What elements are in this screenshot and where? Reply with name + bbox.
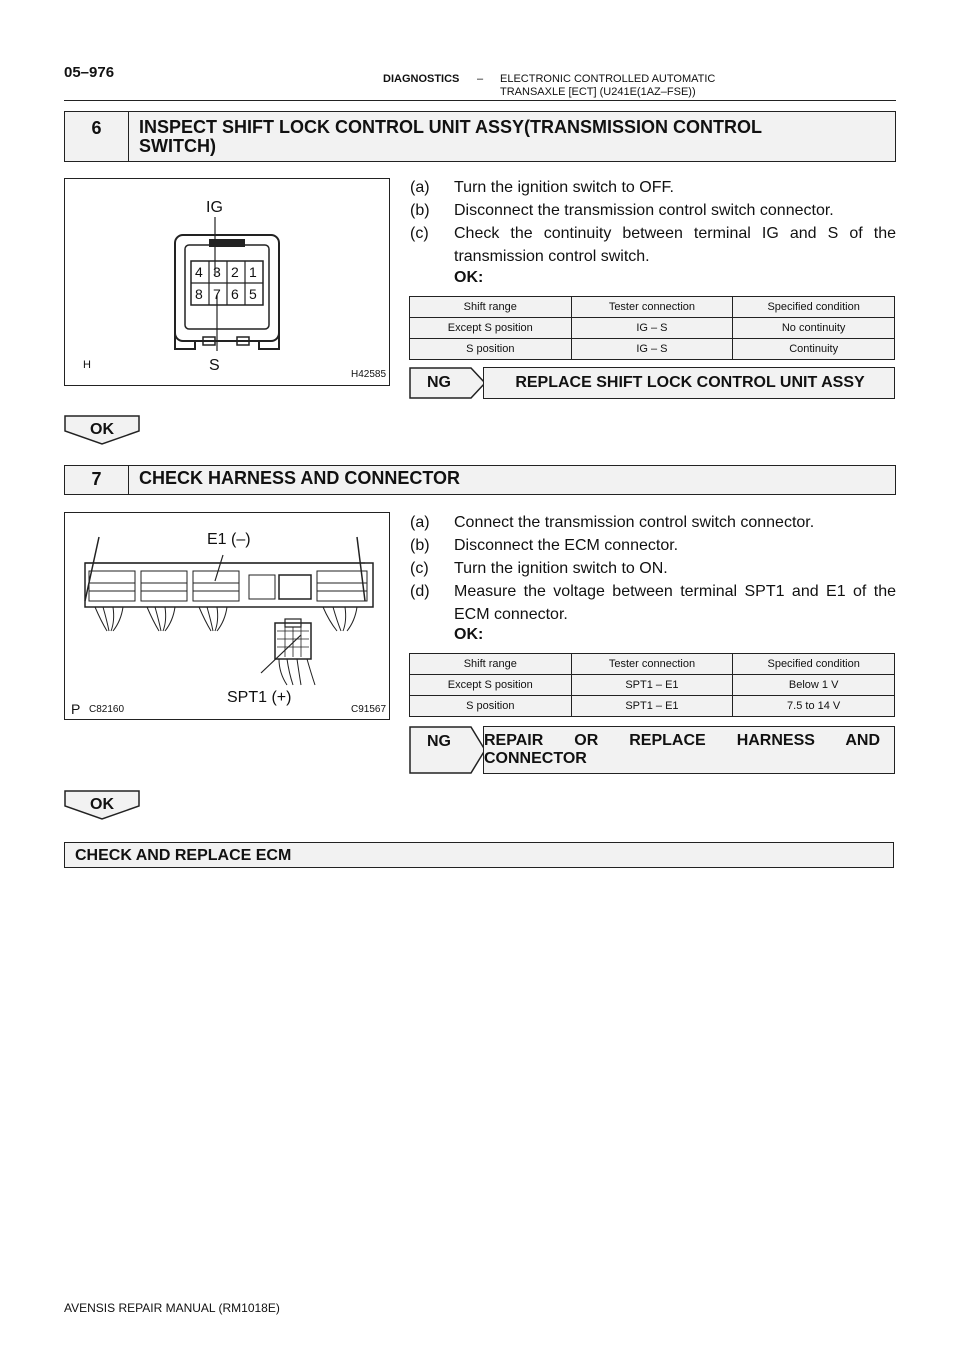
step-7-ng-result — [409, 726, 896, 774]
table-cell: SPT1 – E1 — [571, 696, 733, 717]
ok-result-tab — [64, 415, 140, 445]
header-title-line1: ELECTRONIC CONTROLLED AUTOMATIC — [500, 73, 716, 85]
pin-2: 2 — [231, 264, 239, 280]
table-header: Shift range — [410, 654, 572, 675]
step-6-title-line2: SWITCH) — [139, 136, 216, 156]
label-e1: E1 (–) — [207, 531, 251, 548]
figure-ecm-connector — [64, 512, 390, 720]
header-title-line2: TRANSAXLE [ECT] (U241E(1AZ–FSE)) — [500, 86, 696, 98]
instruction-label: (b) — [410, 202, 430, 219]
label-s: S — [209, 357, 220, 374]
figure-corner-mark: P — [71, 701, 81, 717]
table-header-row — [410, 297, 895, 318]
instruction-text: Turn the ignition switch to OFF. — [454, 179, 674, 196]
ok-label: OK — [90, 421, 114, 438]
step-6-ng-result — [409, 367, 896, 399]
header-dash: – — [477, 73, 484, 85]
figure-corner-mark: H — [83, 359, 91, 371]
label-ig: IG — [206, 199, 223, 216]
table-cell: Except S position — [410, 318, 572, 339]
table-header-row — [410, 654, 895, 675]
instruction-label: (c) — [410, 560, 429, 577]
ng-label: NG — [427, 374, 451, 391]
table-row — [410, 696, 895, 717]
pin-4: 4 — [195, 264, 203, 280]
instruction-label: (c) — [410, 225, 429, 242]
ok-result-tab — [64, 790, 140, 820]
ng-action-text-line1: REPAIR OR REPLACE HARNESS AND — [484, 732, 880, 749]
ok-condition-label: OK: — [454, 626, 484, 643]
pin-3: 3 — [213, 264, 221, 280]
header-section: DIAGNOSTICS — [383, 73, 460, 85]
ng-action-box — [483, 367, 895, 399]
step-6-title-line1: INSPECT SHIFT LOCK CONTROL UNIT ASSY(TRANSMISSION CONTROL — [139, 117, 763, 137]
table-cell: IG – S — [571, 339, 733, 360]
pin-1: 1 — [249, 264, 257, 280]
table-cell: SPT1 – E1 — [571, 675, 733, 696]
table-row — [410, 675, 895, 696]
table-cell: Below 1 V — [733, 675, 895, 696]
final-action-box — [64, 842, 894, 868]
pin-6: 6 — [231, 286, 239, 302]
ng-label: NG — [427, 733, 451, 750]
figure-code: H42585 — [351, 369, 387, 380]
step-7-title: CHECK HARNESS AND CONNECTOR — [139, 468, 461, 488]
table-header: Shift range — [410, 297, 572, 318]
ng-action-box — [483, 726, 895, 774]
ng-action-line1 — [484, 732, 880, 750]
instruction-text: Turn the ignition switch to ON. — [454, 560, 668, 577]
table-row — [410, 318, 895, 339]
step-7-instructions — [410, 511, 896, 631]
figure-code-left: C82160 — [89, 704, 125, 715]
pin-7: 7 — [213, 286, 221, 302]
instruction-text: Check the continuity between terminal IG and S of the transmission control switch. — [454, 225, 896, 265]
table-cell: 7.5 to 14 V — [733, 696, 895, 717]
switch-connector-diagram — [65, 179, 389, 385]
figure-switch-connector — [64, 178, 390, 386]
step-6-number: 6 — [65, 112, 129, 161]
instruction-label: (b) — [410, 537, 430, 554]
table-header: Tester connection — [571, 654, 733, 675]
final-action-text: CHECK AND REPLACE ECM — [75, 847, 292, 864]
step-6-box — [64, 111, 896, 162]
instruction-text: Measure the voltage between terminal SPT1 and E1 of the ECM connector. — [454, 583, 896, 623]
table-row — [410, 339, 895, 360]
ng-action-line2: CONNECTOR — [484, 750, 587, 767]
table-cell: Except S position — [410, 675, 572, 696]
table-cell: No continuity — [733, 318, 895, 339]
ok-label: OK — [90, 796, 114, 813]
step-7-spec-table — [409, 653, 895, 717]
table-cell: S position — [410, 339, 572, 360]
table-header: Specified condition — [733, 654, 895, 675]
footer-manual-id: AVENSIS REPAIR MANUAL (RM1018E) — [64, 1301, 280, 1315]
table-cell: Continuity — [733, 339, 895, 360]
instruction-text: Disconnect the ECM connector. — [454, 537, 679, 554]
step-6-title — [139, 118, 887, 156]
table-cell: S position — [410, 696, 572, 717]
step-6-instructions — [410, 176, 896, 276]
step-6-spec-table — [409, 296, 895, 360]
ok-condition-label: OK: — [454, 269, 484, 286]
instruction-label: (d) — [410, 583, 430, 600]
instruction-label: (a) — [410, 514, 430, 531]
instruction-label: (a) — [410, 179, 430, 196]
instruction-text: Connect the transmission control switch connector. — [454, 514, 815, 531]
instruction-text: Disconnect the transmission control switch connector. — [454, 202, 834, 219]
label-spt1: SPT1 (+) — [227, 689, 292, 706]
table-header: Specified condition — [733, 297, 895, 318]
step-7-box — [64, 465, 896, 495]
table-header: Tester connection — [571, 297, 733, 318]
step-7-number: 7 — [65, 466, 129, 494]
pin-5: 5 — [249, 286, 257, 302]
header-rule — [64, 100, 896, 101]
ng-action-text: REPLACE SHIFT LOCK CONTROL UNIT ASSY — [515, 374, 865, 391]
pin-8: 8 — [195, 286, 203, 302]
page-number: 05–976 — [64, 64, 115, 81]
figure-code-right: C91567 — [351, 704, 387, 715]
table-cell: IG – S — [571, 318, 733, 339]
